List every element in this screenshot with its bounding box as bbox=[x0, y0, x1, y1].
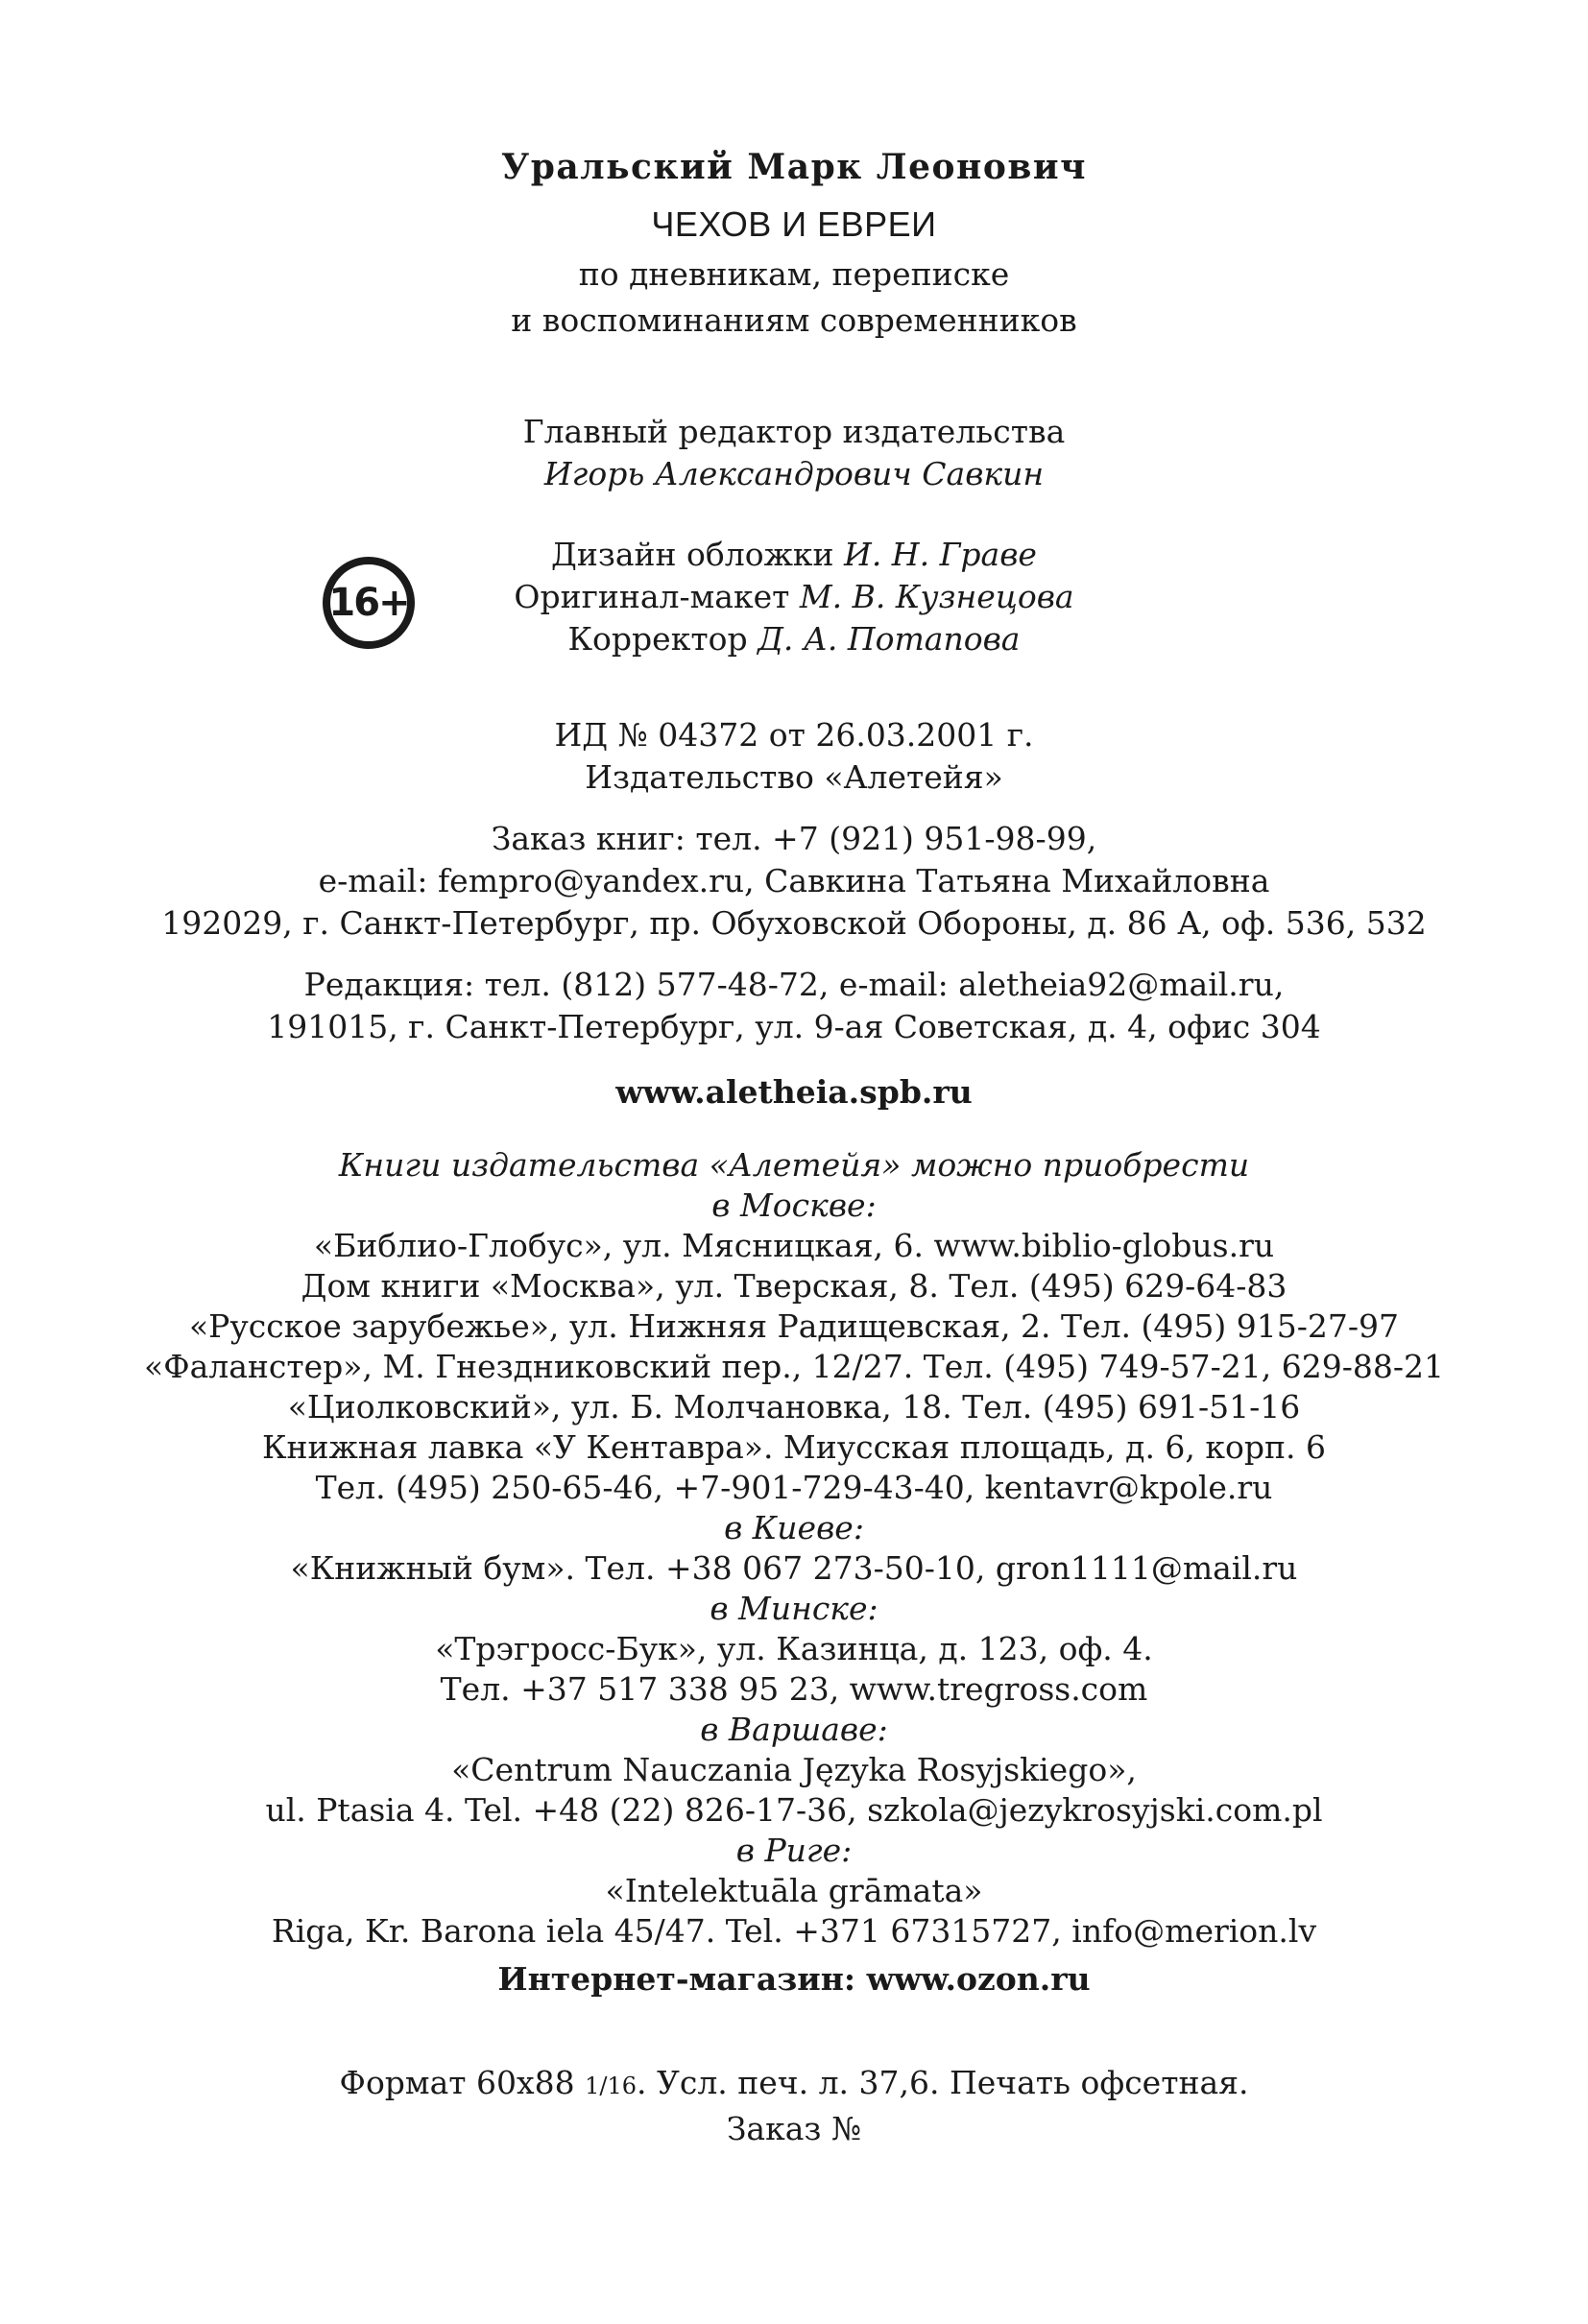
editorial-line-1: Редакция: тел. (812) 577-48-72, e-mail: aletheia92@mail.ru, bbox=[303, 966, 1285, 1003]
orders-line-1: Заказ книг: тел. +7 (921) 951-98-99, bbox=[491, 820, 1097, 857]
store-line: «Русское зарубежье», ул. Нижняя Радищевская, 2. Тел. (495) 915-27-97 bbox=[188, 1307, 1400, 1345]
stores-heading: Книги издательства «Алетейя» можно приобрести bbox=[338, 1146, 1250, 1184]
orders-line-3: 192029, г. Санкт-Петербург, пр. Обуховской Обороны, д. 86 А, оф. 536, 532 bbox=[161, 904, 1427, 942]
online-store: Интернет-магазин: www.ozon.ru bbox=[497, 1960, 1091, 1998]
store-line: Тел. (495) 250-65-46, +7-901-729-43-40, kentavr@kpole.ru bbox=[315, 1469, 1273, 1506]
stores-kiev-label: в Киеве: bbox=[724, 1509, 864, 1546]
stores-minsk-label: в Минске: bbox=[710, 1590, 878, 1627]
stores-warsaw-label: в Варшаве: bbox=[700, 1711, 888, 1748]
store-line: «Intelektuāla grāmata» bbox=[605, 1872, 983, 1909]
store-line: ul. Ptasia 4. Tel. +48 (22) 826-17-36, szkola@jezykrosyjski.com.pl bbox=[265, 1791, 1323, 1829]
store-line: «Библио-Глобус», ул. Мясницкая, 6. www.biblio-globus.ru bbox=[313, 1227, 1275, 1264]
editorial-line-2: 191015, г. Санкт-Петербург, ул. 9-ая Советская, д. 4, офис 304 bbox=[267, 1008, 1321, 1045]
store-line: Книжная лавка «У Кентавра». Миусская площадь, д. 6, корп. 6 bbox=[261, 1428, 1326, 1466]
store-line: Дом книги «Москва», ул. Тверская, 8. Тел. (495) 629-64-83 bbox=[301, 1267, 1287, 1305]
stores-riga-label: в Риге: bbox=[735, 1832, 853, 1869]
chief-editor-name: Игорь Александрович Савкин bbox=[543, 455, 1045, 492]
book-subtitle-line1: по дневникам, переписке bbox=[578, 255, 1010, 293]
layout-credit: Оригинал-макет М. В. Кузнецова bbox=[514, 578, 1074, 615]
store-line: Тел. +37 517 338 95 23, www.tregross.com bbox=[440, 1670, 1148, 1708]
proofreader-credit: Корректор Д. А. Потапова bbox=[567, 620, 1021, 658]
book-title: ЧЕХОВ И ЕВРЕИ bbox=[651, 204, 937, 244]
stores-moscow-label: в Москве: bbox=[711, 1186, 877, 1224]
publisher-website: www.aletheia.spb.ru bbox=[615, 1073, 973, 1111]
store-line: «Centrum Nauczania Języka Rosyjskiego», bbox=[451, 1751, 1137, 1788]
store-line: «Циолковский», ул. Б. Молчановка, 18. Тел. (495) 691-51-16 bbox=[287, 1388, 1301, 1426]
age-rating-badge: 16+ bbox=[323, 557, 415, 649]
cover-design-credit: Дизайн обложки И. Н. Граве bbox=[551, 536, 1037, 573]
book-author: Уральский Марк Леонович bbox=[501, 147, 1087, 187]
publisher-name: Издательство «Алетейя» bbox=[585, 758, 1003, 796]
chief-editor-label: Главный редактор издательства bbox=[522, 413, 1066, 450]
store-line: «Трэгросс-Бук», ул. Казинца, д. 123, оф. 4. bbox=[435, 1630, 1153, 1667]
book-subtitle-line2: и воспоминаниям современников bbox=[511, 301, 1077, 339]
publisher-license: ИД № 04372 от 26.03.2001 г. bbox=[554, 716, 1034, 754]
print-order-number: Заказ № bbox=[726, 2110, 862, 2147]
store-line: «Книжный бум». Тел. +38 067 273-50-10, gron1111@mail.ru bbox=[290, 1549, 1298, 1587]
orders-line-2: e-mail: fempro@yandex.ru, Савкина Татьяна Михайловна bbox=[318, 862, 1270, 899]
store-line: Riga, Kr. Barona iela 45/47. Tel. +371 67315727, info@merion.lv bbox=[271, 1912, 1317, 1950]
store-line: «Фаланстер», М. Гнездниковский пер., 12/27. Тел. (495) 749-57-21, 629-88-21 bbox=[144, 1348, 1444, 1385]
print-format: Формат 60х88 1/16. Усл. печ. л. 37,6. Печать офсетная. bbox=[339, 2064, 1249, 2101]
